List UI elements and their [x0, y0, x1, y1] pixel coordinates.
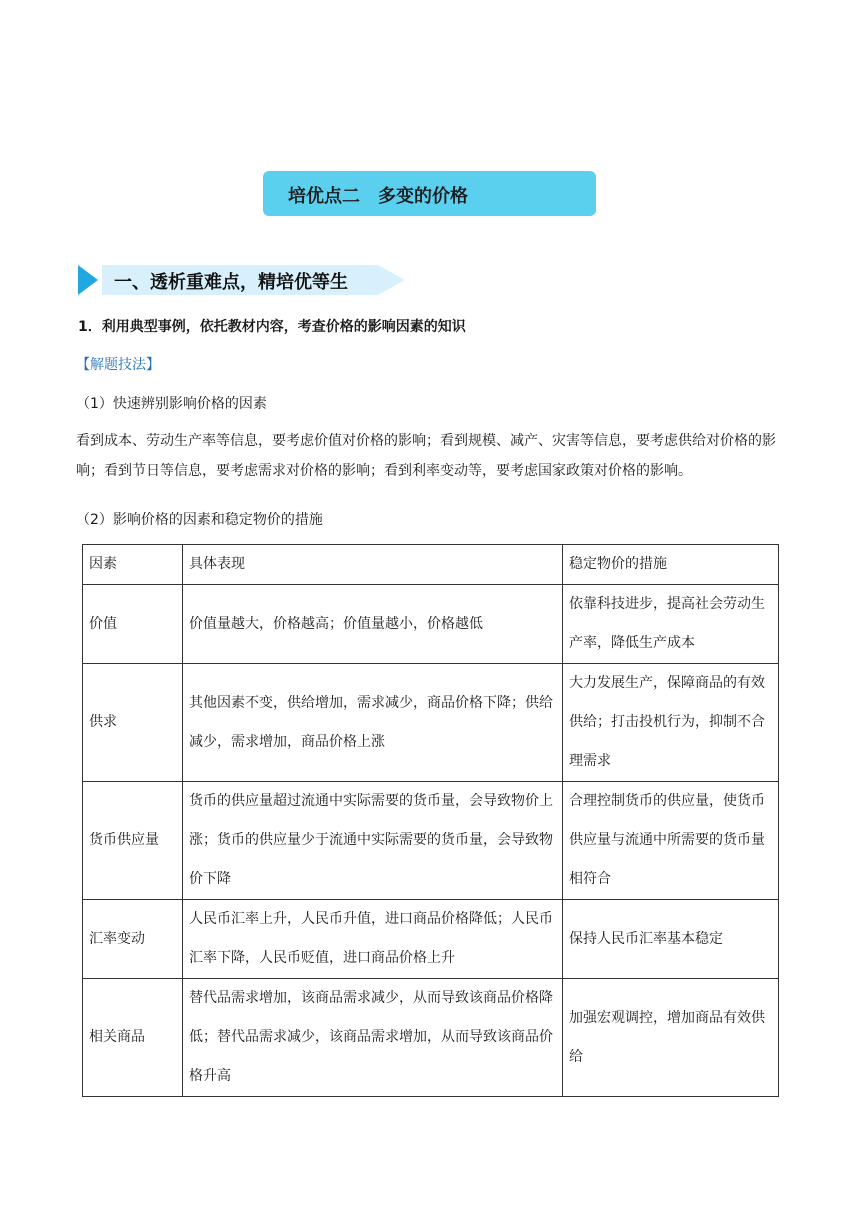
factor-cell: 汇率变动	[83, 900, 183, 979]
manifestation-cell: 人民币汇率上升，人民币升值，进口商品价格降低；人民币汇率下降，人民币贬值，进口商品价格上升	[183, 900, 563, 979]
header-cell: 因素	[83, 545, 183, 585]
manifestation-cell: 其他因素不变，供给增加，需求减少，商品价格下降；供给减少，需求增加，商品价格上涨	[183, 664, 563, 782]
page-title: 培优点二 多变的价格	[288, 186, 468, 207]
manifestation-cell: 价值量越大，价格越高；价值量越小，价格越低	[183, 585, 563, 664]
factor-cell: 相关商品	[83, 979, 183, 1097]
section-arrow-icon	[78, 265, 98, 295]
header-cell: 稳定物价的措施	[563, 545, 779, 585]
section-heading: 一、透析重难点，精培优等生	[114, 272, 348, 293]
measure-cell: 保持人民币汇率基本稳定	[563, 900, 779, 979]
factor-cell: 货币供应量	[83, 782, 183, 900]
table-row	[83, 782, 779, 900]
subheading-1: （1）快速辨别影响价格的因素	[76, 396, 267, 412]
table-row	[83, 585, 779, 664]
table-row	[83, 979, 779, 1097]
table-header-row	[83, 545, 779, 585]
measure-cell: 加强宏观调控，增加商品有效供给	[563, 979, 779, 1097]
table-row	[83, 900, 779, 979]
subheading-2: （2）影响价格的因素和稳定物价的措施	[76, 512, 323, 528]
paragraph: 看到成本、劳动生产率等信息，要考虑价值对价格的影响；看到规模、减产、灾害等信息，要考虑供给对价格的影响；看到节日等信息，要考虑需求对价格的影响；看到利率变动等，要考虑国家政策对价格的影响。	[76, 433, 776, 479]
measure-cell: 依靠科技进步，提高社会劳动生产率，降低生产成本	[563, 585, 779, 664]
measure-cell: 大力发展生产，保障商品的有效供给；打击投机行为，抑制不合理需求	[563, 664, 779, 782]
factor-cell: 价值	[83, 585, 183, 664]
price-factors-table	[82, 544, 779, 1097]
measure-cell: 合理控制货币的供应量，使货币供应量与流通中所需要的货币量相符合	[563, 782, 779, 900]
table-row	[83, 664, 779, 782]
manifestation-cell: 替代品需求增加，该商品需求减少，从而导致该商品价格降低；替代品需求减少，该商品需求增加，从而导致该商品价格升高	[183, 979, 563, 1097]
technique-tag: 【解题技法】	[76, 357, 160, 373]
point-heading: 1．利用典型事例，依托教材内容，考查价格的影响因素的知识	[78, 319, 466, 335]
header-cell: 具体表现	[183, 545, 563, 585]
manifestation-cell: 货币的供应量超过流通中实际需要的货币量，会导致物价上涨；货币的供应量少于流通中实际需要的货币量，会导致物价下降	[183, 782, 563, 900]
factor-cell: 供求	[83, 664, 183, 782]
